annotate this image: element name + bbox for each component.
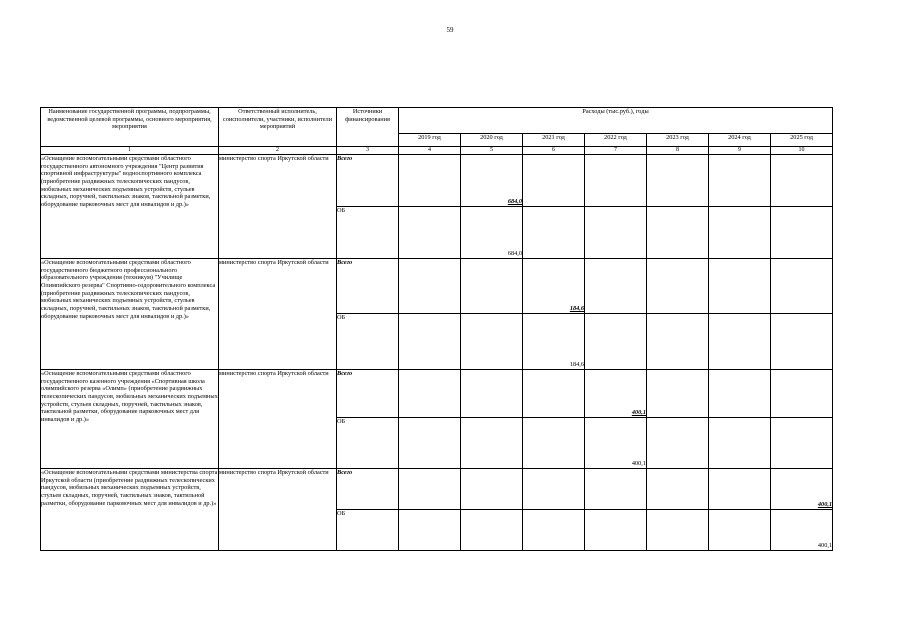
header-funding-source: Источники финансирования (337, 108, 399, 147)
ob-value-cell (771, 314, 833, 370)
total-value-cell (399, 155, 461, 207)
total-value-cell (585, 155, 647, 207)
ob-value-cell (647, 207, 709, 259)
activity-name: «Оснащение вспомогательными средствами министерства спорта Иркутской области (приобретение раздвижных телескопических пандусов, мобильных механических подъемных устройств, стульев складных, поручней, тактильных знаков, тактильной разметки, оборудование парковочных мест для инвалидов и др.)» (41, 469, 219, 551)
column-number: 1 (41, 147, 219, 155)
ob-value-cell (709, 418, 771, 469)
total-value-cell (523, 370, 585, 418)
ob-value-cell (399, 314, 461, 370)
ob-value-cell (585, 314, 647, 370)
total-value-cell (709, 259, 771, 314)
total-value-cell (709, 370, 771, 418)
ob-value-cell (523, 510, 585, 551)
table-row-total (41, 370, 833, 418)
total-value-cell (461, 469, 523, 510)
executor: министерство спорта Иркутской области (219, 370, 337, 469)
ob-value-cell (585, 510, 647, 551)
activity-name: «Оснащение вспомогательными средствами областного государственного автономного учреждения "Центр развития спортивной инфраструктуры" водноспортивного комплекса (приобретение раздвижных телескопических пандусов, мобильных механических подъемных устройств, стульев складных, поручней, тактильных знаков, тактильной разметки, оборудование парковочных мест для инвалидов и др.)» (41, 155, 219, 259)
table-row-total (41, 259, 833, 314)
total-value-cell: 400,1 (585, 370, 647, 418)
ob-value-cell: 400,1 (771, 510, 833, 551)
header-executor: Ответственный исполнитель, соисполнители, участники, исполнители мероприятий (219, 108, 337, 147)
total-value-cell (585, 469, 647, 510)
column-number: 6 (523, 147, 585, 155)
ob-value-cell: 400,1 (585, 418, 647, 469)
ob-value-cell (399, 510, 461, 551)
total-value-cell (585, 259, 647, 314)
ob-value-cell (585, 207, 647, 259)
total-value-cell: 684,0 (461, 155, 523, 207)
column-number: 2 (219, 147, 337, 155)
total-value-cell (709, 155, 771, 207)
ob-value-cell (709, 207, 771, 259)
column-number: 9 (709, 147, 771, 155)
total-value-cell (647, 259, 709, 314)
ob-value-cell (399, 207, 461, 259)
total-value-cell (647, 155, 709, 207)
header-expenses: Расходы (тыс.руб.), годы (399, 108, 833, 134)
header-year: 2020 год (461, 134, 523, 147)
ob-value-cell (523, 418, 585, 469)
header-year: 2023 год (647, 134, 709, 147)
total-value-cell (709, 469, 771, 510)
ob-value-cell (647, 314, 709, 370)
source-ob-label: ОБ (337, 510, 399, 551)
header-year: 2024 год (709, 134, 771, 147)
total-value-cell: 184,6 (523, 259, 585, 314)
source-total-label: Всего (337, 155, 399, 207)
column-number: 7 (585, 147, 647, 155)
total-value-cell (461, 370, 523, 418)
executor: министерство спорта Иркутской области (219, 259, 337, 370)
header-year: 2022 год (585, 134, 647, 147)
ob-value-cell (399, 418, 461, 469)
header-year: 2019 год (399, 134, 461, 147)
ob-value-cell: 684,0 (461, 207, 523, 259)
header-year: 2021 год (523, 134, 585, 147)
column-number: 5 (461, 147, 523, 155)
table-row-total (41, 469, 833, 510)
total-value-cell (399, 469, 461, 510)
total-value-cell (647, 370, 709, 418)
page-number: 59 (446, 26, 454, 34)
ob-value-cell (771, 207, 833, 259)
header-program-name: Наименование государственной программы, подпрограммы, ведомственной целевой программы, основного мероприятия, мероприятия (41, 108, 219, 147)
header-year: 2025 год (771, 134, 833, 147)
column-number: 4 (399, 147, 461, 155)
ob-value-cell (771, 418, 833, 469)
ob-value-cell (523, 207, 585, 259)
total-value-cell (523, 155, 585, 207)
activity-name: «Оснащение вспомогательными средствами областного государственного казенного учреждения «Спортивная школа олимпийского резерва «Олимп» (приобретение раздвижных телескопических пандусов, мобильных механических подъемных устройств, стульев складных, поручней, тактильных знаков, тактильной разметки, оборудование парковочных мест для инвалидов и др.)» (41, 370, 219, 469)
ob-value-cell (709, 510, 771, 551)
source-total-label: Всего (337, 259, 399, 314)
column-number: 10 (771, 147, 833, 155)
source-total-label: Всего (337, 469, 399, 510)
column-number-row (41, 147, 833, 155)
source-ob-label: ОБ (337, 418, 399, 469)
source-ob-label: ОБ (337, 207, 399, 259)
ob-value-cell: 184,6 (523, 314, 585, 370)
total-value-cell (647, 469, 709, 510)
activity-name: «Оснащение вспомогательными средствами областного государственного бюджетного профессионального образовательного учреждения (техникум) "Училище Олимпийского резерва" Спортивно-оздоровительного комплекса (приобретение раздвижных телескопических пандусов, мобильных механических подъемных устройств, стульев складных, поручней, тактильных знаков, тактильной разметки, оборудование парковочных мест для инвалидов и др.)» (41, 259, 219, 370)
source-total-label: Всего (337, 370, 399, 418)
source-ob-label: ОБ (337, 314, 399, 370)
total-value-cell (771, 259, 833, 314)
total-value-cell (461, 259, 523, 314)
ob-value-cell (461, 418, 523, 469)
total-value-cell (399, 370, 461, 418)
expenses-table (40, 107, 833, 551)
column-number: 8 (647, 147, 709, 155)
total-value-cell (771, 155, 833, 207)
executor: министерство спорта Иркутской области (219, 155, 337, 259)
table-row-total (41, 155, 833, 207)
executor: министерство спорта Иркутской области (219, 469, 337, 551)
ob-value-cell (647, 510, 709, 551)
ob-value-cell (461, 510, 523, 551)
total-value-cell (399, 259, 461, 314)
total-value-cell: 400,1 (771, 469, 833, 510)
ob-value-cell (461, 314, 523, 370)
column-number: 3 (337, 147, 399, 155)
total-value-cell (523, 469, 585, 510)
ob-value-cell (709, 314, 771, 370)
ob-value-cell (647, 418, 709, 469)
total-value-cell (771, 370, 833, 418)
